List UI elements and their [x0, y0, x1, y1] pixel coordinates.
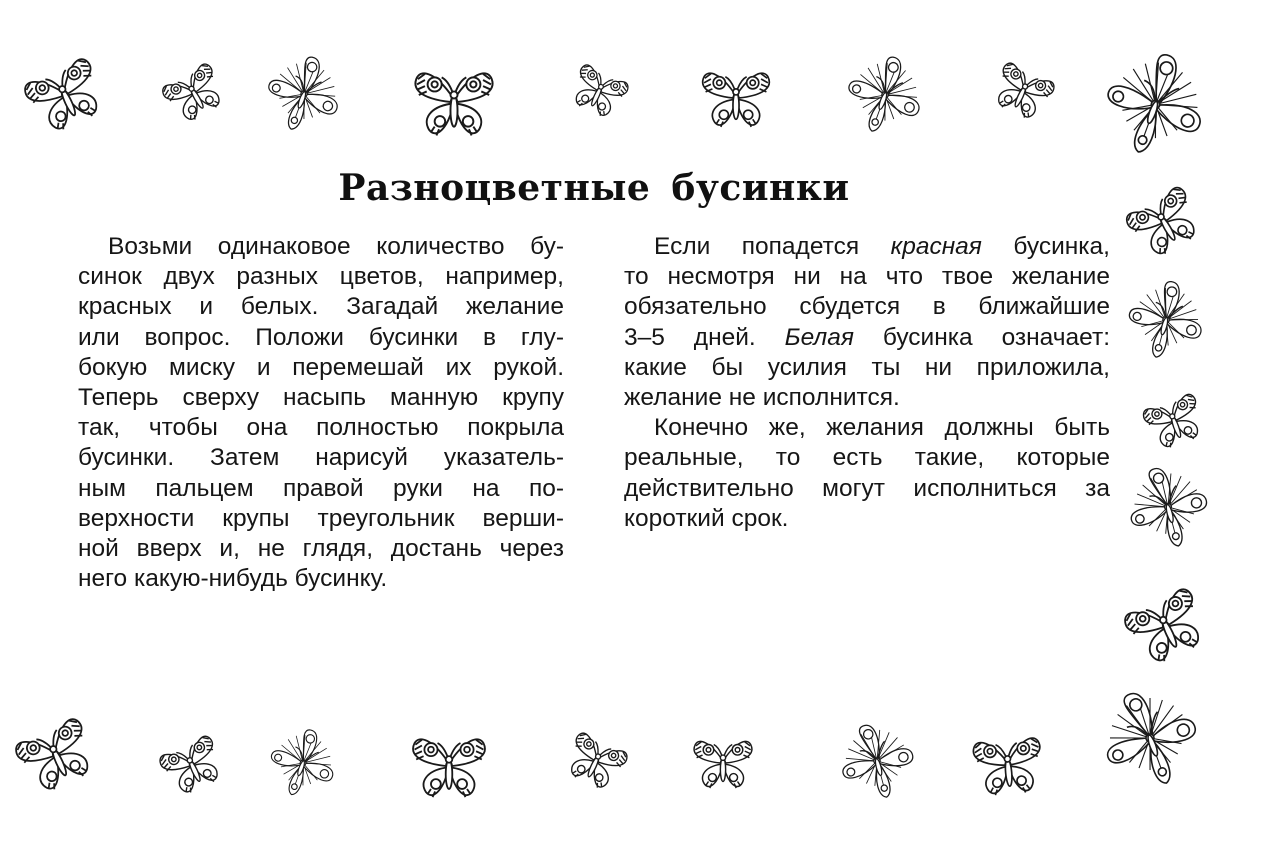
- text-fragment: бусинка означает:: [853, 323, 1110, 351]
- text-fragment: 3–5 дней.: [624, 323, 785, 351]
- butterfly-icon: [1103, 52, 1208, 157]
- butterfly-icon: [160, 733, 224, 797]
- text-line: желание не исполнится.: [624, 384, 900, 412]
- text-line: обязательно сбудется в ближайшие: [624, 293, 1110, 321]
- butterfly-icon: [1143, 390, 1205, 452]
- text-line: бусинки. Затем нарисуй указатель-: [78, 444, 564, 472]
- butterfly-icon: [970, 727, 1046, 803]
- text-line: верхности крупы треугольник верши-: [78, 504, 564, 532]
- butterfly-icon: [265, 55, 343, 133]
- right-text-column: [624, 232, 1110, 534]
- text-line: [624, 232, 1110, 262]
- text-line: красных и белых. Загадай желание: [78, 293, 564, 321]
- text-line: Конечно же, желания должны быть: [654, 414, 1110, 442]
- left-text-column: [78, 232, 564, 594]
- text-line: то несмотря ни на что твое желание: [624, 263, 1110, 291]
- text-line: так, чтобы она полностью покрыла: [78, 414, 564, 442]
- butterfly-icon: [570, 62, 628, 120]
- text-line: реальные, то есть такие, которые: [624, 444, 1110, 472]
- text-line: какие бы усилия ты ни приложила,: [624, 353, 1110, 381]
- text-fragment: бусинка,: [981, 233, 1110, 260]
- butterfly-icon: [1125, 585, 1207, 667]
- butterfly-icon: [845, 55, 925, 135]
- butterfly-icon: [992, 60, 1054, 122]
- butterfly-icon: [268, 728, 338, 798]
- text-line: [624, 323, 1110, 353]
- butterfly-icon: [1127, 185, 1201, 259]
- butterfly-icon: [1126, 280, 1206, 360]
- butterfly-icon: [690, 730, 756, 796]
- page-title: Разноцветные бусинки: [338, 167, 850, 210]
- butterfly-icon: [163, 62, 225, 124]
- butterfly-icon: [1100, 688, 1200, 788]
- butterfly-icon: [838, 722, 916, 800]
- text-line: действительно могут исполниться за: [624, 474, 1110, 502]
- emphasis-white: Белая: [784, 323, 854, 351]
- text-fragment: Если попадется: [654, 233, 891, 260]
- text-line: него какую-нибудь бусинку.: [78, 565, 388, 593]
- butterfly-icon: [25, 55, 105, 135]
- text-line: короткий срок.: [624, 504, 789, 532]
- butterfly-icon: [1126, 465, 1210, 549]
- text-line: бокую миску и перемешай их рукой.: [78, 353, 564, 381]
- text-line: ной вверх и, не глядя, достань через: [78, 535, 564, 563]
- text-line: Теперь сверху насыпь манную крупу: [78, 384, 564, 412]
- text-line: Возьми одинаковое количество бу-: [108, 233, 564, 260]
- text-line: ным пальцем правой руки на по-: [78, 474, 564, 502]
- text-line: или вопрос. Положи бусинки в глу-: [78, 323, 564, 351]
- butterfly-icon: [698, 60, 774, 136]
- butterfly-icon: [565, 730, 627, 792]
- butterfly-icon: [410, 58, 498, 146]
- butterfly-icon: [408, 725, 490, 807]
- butterfly-icon: [16, 715, 96, 795]
- text-line: синок двух разных цветов, например,: [78, 263, 564, 291]
- emphasis-red: красная: [890, 233, 982, 260]
